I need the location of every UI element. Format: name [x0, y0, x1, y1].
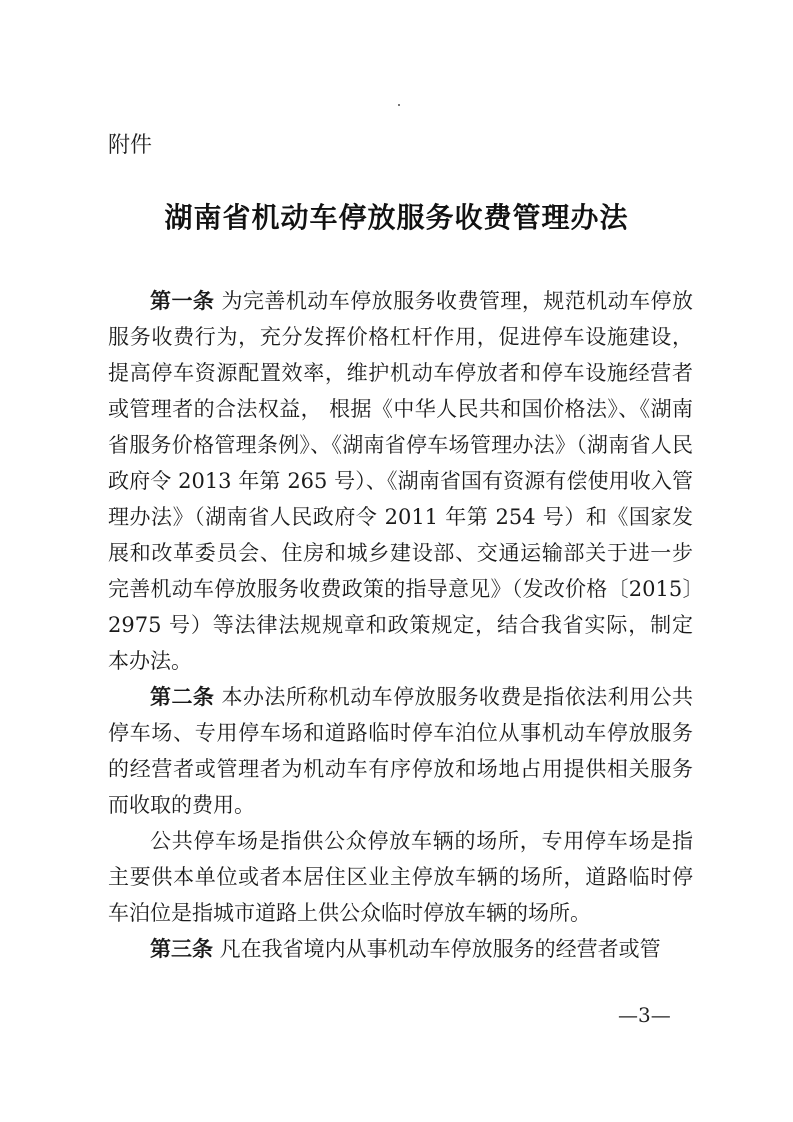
- article-1-lead: 第一条: [150, 289, 215, 313]
- attachment-label: 附件: [108, 133, 153, 158]
- article-2-paragraph-2-text: 公共停车场是指供公众停放车辆的场所，专用停车场是指主要供本单位或者本居住区业主停放车辆的场所，道路临时停车泊位是指城市道路上供公众临时停放车辆的场所。: [108, 829, 693, 925]
- article-3-text: 凡在我省境内从事机动车停放服务的经营者或管: [213, 937, 661, 961]
- article-2-lead: 第二条: [150, 685, 215, 709]
- document-body: [108, 283, 693, 967]
- page-number: —3—: [618, 1003, 671, 1027]
- article-2-paragraph-2: [108, 823, 693, 931]
- article-2: [108, 679, 693, 823]
- article-1: [108, 283, 693, 679]
- scan-speck: [398, 104, 400, 106]
- article-2-text: 本办法所称机动车停放服务收费是指依法利用公共停车场、专用停车场和道路临时停车泊位从事机动车停放服务的经营者或管理者为机动车有序停放和场地占用提供相关服务而收取的费用。: [108, 685, 693, 817]
- article-3: [108, 931, 693, 967]
- document-title: 湖南省机动车停放服务收费管理办法: [164, 201, 629, 234]
- article-3-lead: 第三条: [150, 937, 213, 961]
- article-1-text: 为完善机动车停放服务收费管理，规范机动车停放服务收费行为，充分发挥价格杠杆作用，促进停车设施建设，提高停车资源配置效率，维护机动车停放者和停车设施经营者或管理者的合法权益， 根据《中华人民共和国价格法》、《湖南省服务价格管理条例》、《湖南省停车场管理办法》（湖南省人民政府令 2013 年第 265 号）、《湖南省国有资源有偿使用收入管理办法》（湖南省人民政府令 2011 年第 254 号）和《国家发展和改革委员会、住房和城乡建设部、交通运输部关于进一步完善机动车停放服务收费政策的指导意见》（发改价格〔2015〕2975 号）等法律法规规章和政策规定，结合我省实际，制定本办法。: [108, 289, 693, 673]
